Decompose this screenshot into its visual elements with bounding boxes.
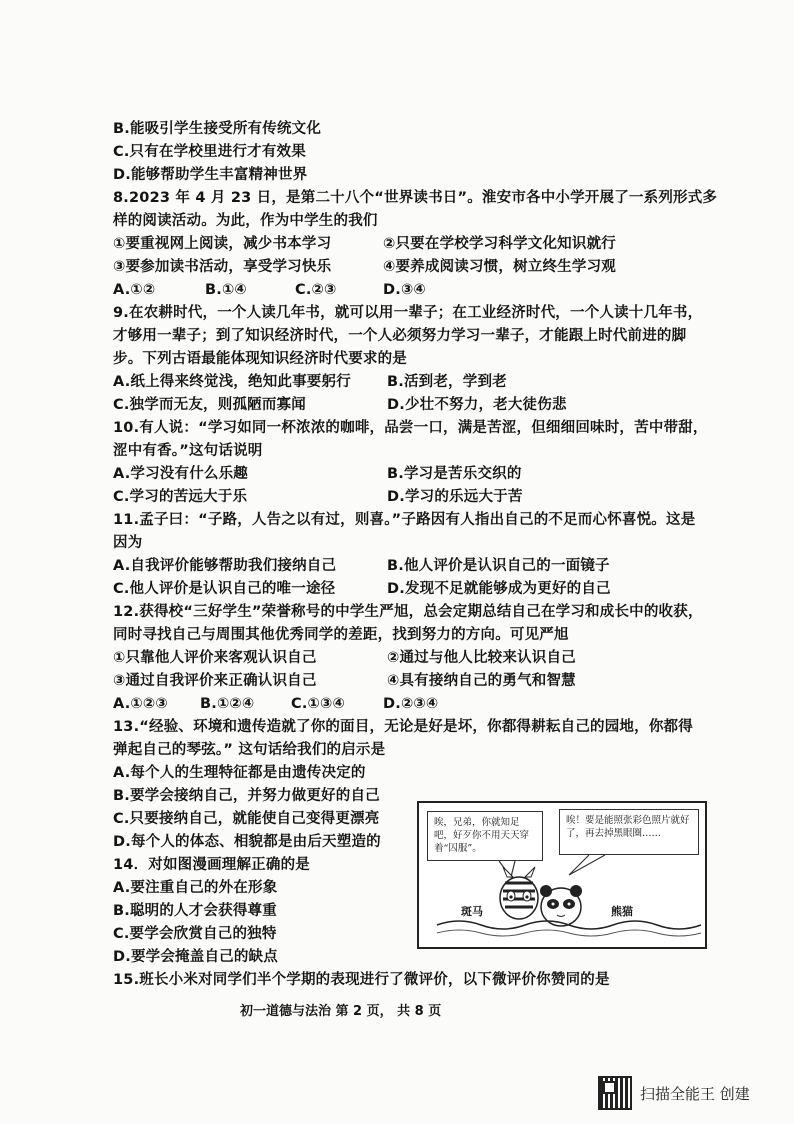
q9-stem-line2: 才够用一辈子；到了知识经济时代，一个人必须努力学习一辈子，才能跟上时代前进的脚	[113, 328, 687, 344]
panda-figure	[540, 885, 582, 926]
q11-stem-line2: 因为	[113, 535, 143, 551]
q10-stem-line2: 涩中有香。”这句话说明	[113, 443, 263, 459]
q8-item-4: ④要养成阅读习惯，树立终生学习观	[383, 259, 616, 275]
q12-item-1: ①只靠他人评价来客观认识自己	[113, 650, 317, 666]
q12-stem-line2: 同时寻找自己与周围其他优秀同学的差距，找到努力的方向。可见严旭	[113, 627, 569, 643]
q12-option-b: B.①②④	[200, 696, 255, 712]
q11-option-a: A.自我评价能够帮助我们接纳自己	[113, 558, 337, 574]
q12-item-4: ④具有接纳自己的勇气和智慧	[387, 673, 576, 689]
q13-option-c: C.只要接纳自己，就能使自己变得更漂亮	[113, 811, 380, 827]
q13-option-d: D.每个人的体态、相貌都是由后天塑造的	[113, 834, 381, 850]
q7-option-d: D.能够帮助学生丰富精神世界	[113, 167, 308, 183]
q8-option-a: A.①②	[113, 282, 156, 298]
speech-bubble-zebra: 唉，兄弟，你就知足吧，好歹你不用天天穿着“囚服”。	[427, 811, 543, 861]
q9-option-b: B.活到老，学到老	[387, 374, 507, 390]
q9-option-d: D.少壮不努力，老大徒伤悲	[387, 397, 567, 413]
q10-option-a: A.学习没有什么乐趣	[113, 466, 248, 482]
q9-option-a: A.纸上得来终觉浅，绝知此事要躬行	[113, 374, 351, 390]
q15-stem: 15.班长小米对同学们半个学期的表现进行了微评价，以下微评价你赞同的是	[113, 972, 610, 988]
q10-option-b: B.学习是苦乐交织的	[387, 466, 522, 482]
q9-stem-line3: 步。下列古语最能体现知识经济时代要求的是	[113, 351, 407, 367]
q11-option-c: C.他人评价是认识自己的唯一途径	[113, 581, 336, 597]
q8-item-2: ②只要在学校学习科学文化知识就行	[383, 236, 616, 252]
q14-option-b: B.聪明的人才会获得尊重	[113, 903, 277, 919]
q12-option-c: C.①③④	[291, 696, 345, 712]
comic-panel	[417, 801, 707, 949]
q10-option-d: D.学习的乐远大于苦	[387, 489, 523, 505]
q11-stem-line1: 11.孟子曰：“子路，人告之以有过，则喜。”子路因有人指出自己的不足而心怀喜悦。这是	[113, 512, 696, 528]
q9-option-c: C.独学而无友，则孤陋而寡闻	[113, 397, 306, 413]
q14-stem: 14．对如图漫画理解正确的是	[113, 857, 310, 873]
label-panda: 熊猫	[611, 905, 633, 918]
q8-option-d: D.③④	[383, 282, 426, 298]
page-footer: 初一道德与法治 第 2 页， 共 8 页	[240, 1004, 442, 1019]
q8-item-1: ①要重视网上阅读，减少书本学习	[113, 236, 332, 252]
q8-option-b: B.①④	[205, 282, 247, 298]
watermark-text: 扫描全能王 创建	[640, 1085, 750, 1103]
q10-option-c: C.学习的苦远大于乐	[113, 489, 248, 505]
qr-code-icon	[598, 1076, 632, 1110]
q8-stem-line2: 样的阅读活动。为此，作为中学生的我们	[113, 213, 378, 229]
label-zebra: 斑马	[461, 905, 483, 918]
q11-option-b: B.他人评价是认识自己的一面镜子	[387, 558, 610, 574]
q13-option-a: A.每个人的生理特征都是由遗传决定的	[113, 765, 366, 781]
q13-stem-line1: 13.“经验、环境和遗传造就了你的面目，无论是好是坏，你都得耕耘自己的园地，你都得	[113, 719, 693, 735]
q14-option-a: A.要注重自己的外在形象	[113, 880, 278, 896]
q12-stem-line1: 12.获得校“三好学生”荣誉称号的中学生严旭，总会定期总结自己在学习和成长中的收获，	[113, 604, 703, 620]
q8-item-3: ③要参加读书活动，享受学习快乐	[113, 259, 332, 275]
q12-option-a: A.①②③	[113, 696, 168, 712]
q7-option-c: C.只有在学校里进行才有效果	[113, 144, 306, 160]
q13-stem-line2: 弹起自己的琴弦。” 这句话给我们的启示是	[113, 742, 386, 758]
comic-drawing	[419, 803, 705, 947]
q14-option-c: C.要学会欣赏自己的独特	[113, 926, 277, 942]
q8-option-c: C.②③	[295, 282, 337, 298]
q10-stem-line1: 10.有人说：“学习如同一杯浓浓的咖啡，品尝一口，满是苦涩，但细细回味时，苦中带甜，	[113, 420, 708, 436]
q12-item-3: ③通过自我评价来正确认识自己	[113, 673, 317, 689]
q12-option-d: D.②③④	[383, 696, 439, 712]
scanner-watermark	[598, 1074, 788, 1114]
speech-bubble-panda: 唉！要是能照张彩色照片就好了，再去掉黑眼圈……	[559, 809, 699, 855]
q14-option-d: D.要学会掩盖自己的缺点	[113, 949, 278, 965]
q11-option-d: D.发现不足就能够成为更好的自己	[387, 581, 611, 597]
q7-option-b: B.能吸引学生接受所有传统文化	[113, 121, 322, 137]
q13-option-b: B.要学会接纳自己，并努力做更好的自己	[113, 788, 380, 804]
q9-stem-line1: 9.在农耕时代，一个人读几年书，就可以用一辈子；在工业经济时代，一个人读十几年书，	[113, 305, 703, 321]
q8-stem-line1: 8.2023 年 4 月 23 日，是第二十八个“世界读书日”。淮安市各中小学开展了一系列形式多	[113, 190, 718, 206]
q12-item-2: ②通过与他人比较来认识自己	[387, 650, 576, 666]
zebra-figure	[500, 867, 538, 919]
